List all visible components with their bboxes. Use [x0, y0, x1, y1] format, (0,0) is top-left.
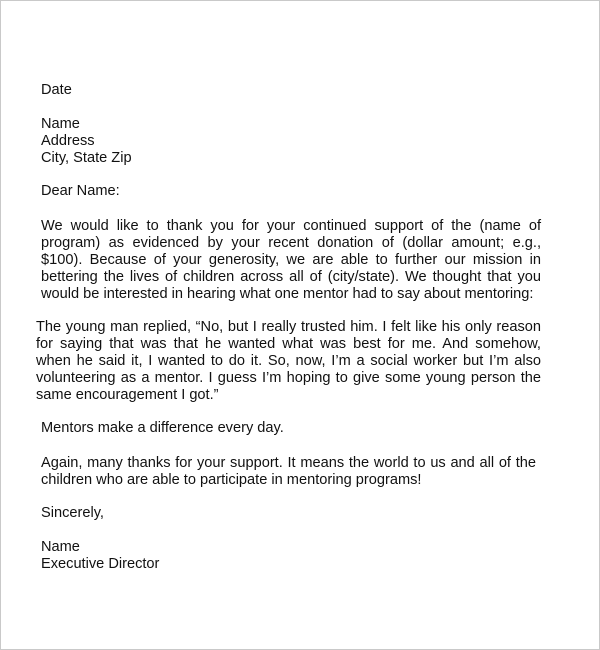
recipient-address-block: [41, 116, 132, 167]
salutation: Dear Name:: [41, 183, 120, 199]
recipient-address: Address: [41, 133, 95, 149]
body-paragraph-thanks: We would like to thank you for your continued support of the (name of program) as evidenced by your recent donation of (dollar amount; e.g., $100). Because of your generosity, we are able to further our mission in bettering the lives of children across all of (city/state). We thought that you would be interested in hearing what one mentor had to say about mentoring:: [41, 218, 541, 302]
signer-name: Name: [41, 539, 80, 555]
signature-block: [41, 539, 159, 573]
body-paragraph-mentors: Mentors make a difference every day.: [41, 420, 284, 436]
recipient-city-state-zip: City, State Zip: [41, 150, 132, 166]
recipient-name: Name: [41, 116, 80, 132]
body-paragraph-closing-thanks: Again, many thanks for your support. It means the world to us and all of the children who are able to participate in mentoring programs!: [41, 455, 536, 488]
signer-title: Executive Director: [41, 556, 160, 572]
complimentary-close: Sincerely,: [41, 505, 104, 521]
mentor-quote-paragraph: The young man replied, “No, but I really trusted him. I felt like his only reason for saying that was that he wanted what was best for me. And somehow, when he said it, I wanted to do it. So, now, I’m a social worker but I’m also volunteering as a mentor. I guess I’m hoping to give some young person the same encouragement I got.”: [36, 319, 541, 403]
date-line: Date: [41, 82, 72, 98]
